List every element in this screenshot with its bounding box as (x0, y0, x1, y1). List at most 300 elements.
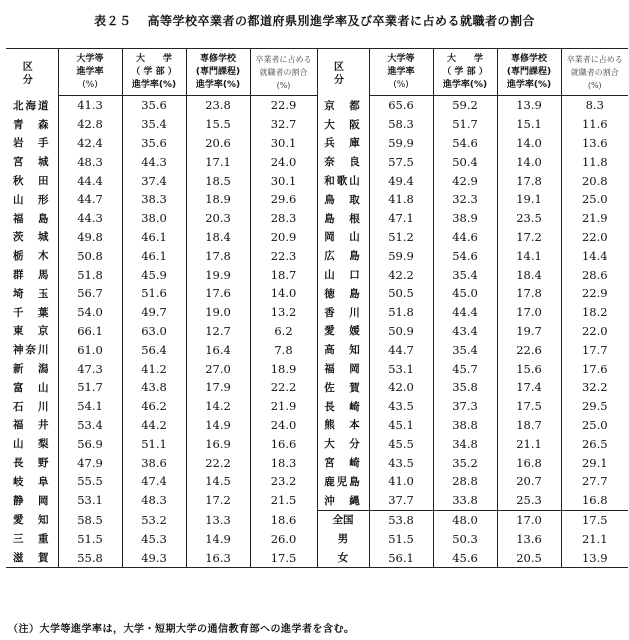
table-row (6, 453, 628, 472)
left-prefecture-name: 秋 田 (6, 171, 58, 190)
left-emp-value: 24.0 (250, 416, 317, 435)
gakubu-header-line1: 大 学 (122, 49, 186, 67)
right-univ-value: 65.6 (369, 96, 433, 115)
right-univ-value: 58.3 (369, 115, 433, 134)
right-univ-value: 45.1 (369, 416, 433, 435)
right-univ-value: 56.1 (369, 548, 433, 567)
left-emp-value: 28.3 (250, 209, 317, 228)
left-univ-value: 44.3 (58, 209, 122, 228)
univ-header-line2-right: 進学率 (369, 66, 433, 79)
left-prefecture-name: 長 野 (6, 453, 58, 472)
right-gakubu-value: 32.3 (433, 190, 497, 209)
right-prefecture-name: 島 根 (317, 209, 369, 228)
right-senshu-value: 17.2 (497, 228, 561, 247)
right-prefecture-name: 大 阪 (317, 115, 369, 134)
right-prefecture-name: 沖 縄 (317, 491, 369, 510)
right-prefecture-name: 宮 崎 (317, 453, 369, 472)
gakubu-header-line2-right: （ 学 部 ） (433, 66, 497, 79)
table-row (6, 190, 628, 209)
right-prefecture-name: 広 島 (317, 246, 369, 265)
right-prefecture-name: 佐 賀 (317, 378, 369, 397)
left-univ-value: 51.7 (58, 378, 122, 397)
left-gakubu-value: 35.6 (122, 96, 186, 115)
left-univ-value: 41.3 (58, 96, 122, 115)
right-univ-value: 59.9 (369, 246, 433, 265)
left-senshu-value: 16.4 (186, 340, 250, 359)
gakubu-header-line3: 進学率(%) (122, 79, 186, 96)
left-emp-value: 16.6 (250, 434, 317, 453)
table-row (6, 322, 628, 341)
senshu-header-line1-right: 専修学校 (497, 49, 561, 67)
left-emp-value: 14.0 (250, 284, 317, 303)
left-univ-value: 56.7 (58, 284, 122, 303)
right-emp-value: 22.0 (581, 229, 608, 244)
right-senshu-value: 20.7 (497, 472, 561, 491)
left-emp-value: 29.6 (250, 190, 317, 209)
left-prefecture-name: 茨 城 (6, 228, 58, 247)
left-emp-value: 21.9 (250, 397, 317, 416)
right-prefecture-name: 男 (317, 529, 369, 548)
left-senshu-value: 16.3 (186, 548, 250, 567)
left-univ-value: 51.8 (58, 265, 122, 284)
right-prefecture-name: 女 (317, 548, 369, 567)
right-prefecture-name: 大 分 (317, 434, 369, 453)
left-emp-value: 21.5 (250, 491, 317, 510)
right-gakubu-value: 35.4 (433, 265, 497, 284)
right-emp-value: 25.0 (581, 192, 608, 207)
right-prefecture-name: 熊 本 (317, 416, 369, 435)
gakubu-header-line2: （ 学 部 ） (122, 66, 186, 79)
left-prefecture-name: 富 山 (6, 378, 58, 397)
right-gakubu-value: 35.2 (433, 453, 497, 472)
right-emp-value: 20.8 (581, 173, 608, 188)
right-gakubu-value: 45.0 (433, 284, 497, 303)
right-univ-value: 50.9 (369, 322, 433, 341)
right-prefecture-name: 和歌山 (317, 171, 369, 190)
left-emp-value: 22.2 (250, 378, 317, 397)
right-gakubu-value: 34.8 (433, 434, 497, 453)
univ-header-line2: 進学率 (58, 66, 122, 79)
left-senshu-value: 17.2 (186, 491, 250, 510)
left-senshu-value: 12.7 (186, 322, 250, 341)
emp-header-line3: (%) (250, 79, 317, 96)
right-univ-value: 50.5 (369, 284, 433, 303)
senshu-header-line2: (専門課程) (186, 66, 250, 79)
emp-header-line1: 卒業者に占める (250, 49, 317, 67)
right-prefecture-name: 香 川 (317, 303, 369, 322)
left-univ-value: 50.8 (58, 246, 122, 265)
left-univ-value: 48.3 (58, 152, 122, 171)
left-univ-value: 44.4 (58, 171, 122, 190)
left-gakubu-value: 44.3 (122, 152, 186, 171)
right-gakubu-value: 50.3 (433, 529, 497, 548)
left-prefecture-name: 千 葉 (6, 303, 58, 322)
left-senshu-value: 18.4 (186, 228, 250, 247)
left-gakubu-value: 49.7 (122, 303, 186, 322)
left-emp-value: 18.9 (250, 359, 317, 378)
right-senshu-value: 19.7 (497, 322, 561, 341)
left-senshu-value: 18.5 (186, 171, 250, 190)
right-univ-value: 41.8 (369, 190, 433, 209)
right-prefecture-name: 愛 媛 (317, 322, 369, 341)
right-gakubu-value: 45.7 (433, 359, 497, 378)
district-header: 区 分 (6, 49, 58, 96)
left-senshu-value: 20.3 (186, 209, 250, 228)
left-senshu-value: 17.1 (186, 152, 250, 171)
left-prefecture-name: 神奈川 (6, 340, 58, 359)
enrollment-rate-table (6, 48, 628, 568)
right-univ-value: 42.2 (369, 265, 433, 284)
left-senshu-value: 19.9 (186, 265, 250, 284)
left-univ-value: 53.4 (58, 416, 122, 435)
right-senshu-value: 22.6 (497, 340, 561, 359)
left-prefecture-name: 埼 玉 (6, 284, 58, 303)
right-emp-value: 8.3 (585, 98, 604, 113)
right-emp-value: 17.6 (581, 361, 608, 376)
right-emp-value: 17.5 (561, 510, 628, 529)
left-emp-value: 22.9 (250, 96, 317, 115)
right-senshu-value: 25.3 (497, 491, 561, 510)
right-univ-value: 59.9 (369, 134, 433, 153)
table-row (6, 510, 628, 529)
table-row (6, 265, 628, 284)
left-prefecture-name: 青 森 (6, 115, 58, 134)
left-senshu-value: 17.9 (186, 378, 250, 397)
left-senshu-value: 14.9 (186, 416, 250, 435)
left-univ-value: 47.9 (58, 453, 122, 472)
right-univ-value: 49.4 (369, 171, 433, 190)
right-emp-value: 18.2 (581, 305, 608, 320)
table-row (6, 548, 628, 567)
left-emp-value: 26.0 (250, 529, 317, 548)
left-senshu-value: 14.5 (186, 472, 250, 491)
right-prefecture-name: 福 岡 (317, 359, 369, 378)
left-emp-value: 18.7 (250, 265, 317, 284)
right-univ-value: 44.7 (369, 340, 433, 359)
right-emp-value: 13.6 (581, 135, 608, 150)
district-header-right: 区 分 (317, 49, 369, 96)
right-senshu-value: 17.0 (497, 510, 561, 529)
emp-header-line2: 就職者の割合 (250, 66, 317, 79)
right-gakubu-value: 33.8 (433, 491, 497, 510)
right-gakubu-value: 54.6 (433, 246, 497, 265)
right-gakubu-value: 51.7 (433, 115, 497, 134)
left-emp-value: 30.1 (250, 171, 317, 190)
left-univ-value: 47.3 (58, 359, 122, 378)
right-senshu-value: 14.0 (497, 152, 561, 171)
left-gakubu-value: 48.3 (122, 491, 186, 510)
right-univ-value: 37.7 (369, 491, 433, 510)
right-emp-value: 22.0 (581, 323, 608, 338)
table-row (6, 397, 628, 416)
table-row (6, 491, 628, 510)
left-gakubu-value: 53.2 (122, 510, 186, 529)
right-univ-value: 41.0 (369, 472, 433, 491)
left-univ-value: 49.8 (58, 228, 122, 247)
univ-header-line3-right: (%) (369, 79, 433, 96)
left-univ-value: 56.9 (58, 434, 122, 453)
right-emp-value: 17.7 (581, 342, 608, 357)
left-prefecture-name: 愛 知 (6, 510, 58, 529)
table-row (6, 246, 628, 265)
left-gakubu-value: 46.2 (122, 397, 186, 416)
left-gakubu-value: 47.4 (122, 472, 186, 491)
right-prefecture-name: 兵 庫 (317, 134, 369, 153)
left-univ-value: 53.1 (58, 491, 122, 510)
left-prefecture-name: 滋 賀 (6, 548, 58, 567)
right-gakubu-value: 35.8 (433, 378, 497, 397)
table-row (6, 284, 628, 303)
left-gakubu-value: 56.4 (122, 340, 186, 359)
emp-header-line3-right: (%) (561, 79, 628, 96)
left-prefecture-name: 福 島 (6, 209, 58, 228)
left-senshu-value: 23.8 (186, 96, 250, 115)
right-senshu-value: 17.5 (497, 397, 561, 416)
right-prefecture-name: 高 知 (317, 340, 369, 359)
left-gakubu-value: 45.9 (122, 265, 186, 284)
right-emp-value: 29.1 (581, 455, 608, 470)
right-senshu-value: 16.8 (497, 453, 561, 472)
left-gakubu-value: 35.6 (122, 134, 186, 153)
left-prefecture-name: 福 井 (6, 416, 58, 435)
senshu-header-line3-right: 進学率(%) (497, 79, 561, 96)
left-gakubu-value: 51.1 (122, 434, 186, 453)
right-emp-value: 28.6 (581, 267, 608, 282)
right-senshu-value: 13.6 (497, 529, 561, 548)
right-gakubu-value: 38.9 (433, 209, 497, 228)
left-univ-value: 61.0 (58, 340, 122, 359)
table-row (6, 359, 628, 378)
table-row (6, 378, 628, 397)
table-row (6, 434, 628, 453)
right-gakubu-value: 45.6 (433, 548, 497, 567)
right-univ-value: 53.1 (369, 359, 433, 378)
table-row (6, 303, 628, 322)
right-gakubu-value: 38.8 (433, 416, 497, 435)
right-senshu-value: 17.4 (497, 378, 561, 397)
left-senshu-value: 18.9 (186, 190, 250, 209)
left-prefecture-name: 山 梨 (6, 434, 58, 453)
gakubu-header-line1-right: 大 学 (433, 49, 497, 67)
left-emp-value: 18.6 (250, 510, 317, 529)
left-univ-value: 54.0 (58, 303, 122, 322)
right-prefecture-name: 長 崎 (317, 397, 369, 416)
left-prefecture-name: 静 岡 (6, 491, 58, 510)
right-univ-value: 45.5 (369, 434, 433, 453)
table-row (6, 134, 628, 153)
right-senshu-value: 18.7 (497, 416, 561, 435)
right-emp-value: 27.7 (581, 474, 608, 489)
right-univ-value: 42.0 (369, 378, 433, 397)
left-univ-value: 54.1 (58, 397, 122, 416)
right-senshu-value: 17.8 (497, 284, 561, 303)
left-emp-value: 13.2 (250, 303, 317, 322)
left-univ-value: 55.5 (58, 472, 122, 491)
table-body (6, 96, 628, 568)
senshu-header-line2-right: (専門課程) (497, 66, 561, 79)
right-senshu-value: 14.1 (497, 246, 561, 265)
left-emp-value: 22.3 (250, 246, 317, 265)
right-senshu-value: 13.9 (497, 96, 561, 115)
right-univ-value: 51.2 (369, 228, 433, 247)
right-gakubu-value: 44.6 (433, 228, 497, 247)
right-gakubu-value: 28.8 (433, 472, 497, 491)
left-senshu-value: 19.0 (186, 303, 250, 322)
right-gakubu-value: 37.3 (433, 397, 497, 416)
left-senshu-value: 20.6 (186, 134, 250, 153)
right-univ-value: 57.5 (369, 152, 433, 171)
left-prefecture-name: 宮 城 (6, 152, 58, 171)
left-univ-value: 42.8 (58, 115, 122, 134)
table-row (6, 416, 628, 435)
right-gakubu-value: 48.0 (433, 510, 497, 529)
left-univ-value: 51.5 (58, 529, 122, 548)
left-gakubu-value: 45.3 (122, 529, 186, 548)
table-title (0, 12, 629, 29)
left-prefecture-name: 北海道 (6, 96, 58, 115)
right-senshu-value: 20.5 (497, 548, 561, 567)
table-row (6, 209, 628, 228)
gakubu-header-line3-right: 進学率(%) (433, 79, 497, 96)
left-gakubu-value: 38.6 (122, 453, 186, 472)
right-emp-value: 21.1 (581, 531, 608, 546)
right-gakubu-value: 44.4 (433, 303, 497, 322)
left-senshu-value: 14.9 (186, 529, 250, 548)
senshu-header-line3: 進学率(%) (186, 79, 250, 96)
right-emp-value: 32.2 (581, 380, 608, 395)
right-univ-value: 51.8 (369, 303, 433, 322)
right-senshu-value: 17.8 (497, 171, 561, 190)
left-prefecture-name: 群 馬 (6, 265, 58, 284)
right-gakubu-value: 54.6 (433, 134, 497, 153)
table-title-text: 高等学校卒業者の都道府県別進学率及び卒業者に占める就職者の割合 (147, 14, 536, 28)
senshu-header-line1: 専修学校 (186, 49, 250, 67)
right-univ-value: 53.8 (369, 510, 433, 529)
left-senshu-value: 17.6 (186, 284, 250, 303)
left-prefecture-name: 栃 木 (6, 246, 58, 265)
left-gakubu-value: 35.4 (122, 115, 186, 134)
table-row (6, 96, 628, 115)
right-gakubu-value: 35.4 (433, 340, 497, 359)
left-prefecture-name: 新 潟 (6, 359, 58, 378)
left-univ-value: 42.4 (58, 134, 122, 153)
right-gakubu-value: 42.9 (433, 171, 497, 190)
table-row (6, 472, 628, 491)
left-emp-value: 6.2 (250, 322, 317, 341)
left-emp-value: 23.2 (250, 472, 317, 491)
left-gakubu-value: 46.1 (122, 228, 186, 247)
right-prefecture-name: 京 都 (317, 96, 369, 115)
left-gakubu-value: 38.0 (122, 209, 186, 228)
footnote: （注）大学等進学率は，大学・短期大学の通信教育部への進学者を含む。 (8, 624, 355, 635)
left-emp-value: 32.7 (250, 115, 317, 134)
left-senshu-value: 17.8 (186, 246, 250, 265)
left-emp-value: 30.1 (250, 134, 317, 153)
left-prefecture-name: 岐 阜 (6, 472, 58, 491)
left-univ-value: 55.8 (58, 548, 122, 567)
left-prefecture-name: 三 重 (6, 529, 58, 548)
right-prefecture-name: 鹿児島 (317, 472, 369, 491)
left-senshu-value: 22.2 (186, 453, 250, 472)
left-emp-value: 20.9 (250, 228, 317, 247)
left-univ-value: 66.1 (58, 322, 122, 341)
left-emp-value: 18.3 (250, 453, 317, 472)
right-gakubu-value: 50.4 (433, 152, 497, 171)
left-prefecture-name: 東 京 (6, 322, 58, 341)
left-gakubu-value: 63.0 (122, 322, 186, 341)
right-emp-value: 25.0 (581, 417, 608, 432)
left-gakubu-value: 49.3 (122, 548, 186, 567)
right-emp-value: 13.9 (561, 548, 628, 567)
right-prefecture-name: 鳥 取 (317, 190, 369, 209)
left-senshu-value: 16.9 (186, 434, 250, 453)
table-row (6, 529, 628, 548)
left-gakubu-value: 46.1 (122, 246, 186, 265)
right-emp-value: 11.6 (581, 117, 608, 132)
right-prefecture-name: 岡 山 (317, 228, 369, 247)
right-univ-value: 51.5 (369, 529, 433, 548)
right-prefecture-name: 徳 島 (317, 284, 369, 303)
left-gakubu-value: 43.8 (122, 378, 186, 397)
table-number: 表２５ (93, 14, 132, 28)
left-senshu-value: 14.2 (186, 397, 250, 416)
left-gakubu-value: 37.4 (122, 171, 186, 190)
left-emp-value: 7.8 (250, 340, 317, 359)
right-emp-value: 16.8 (581, 493, 608, 508)
right-univ-value: 43.5 (369, 397, 433, 416)
left-univ-value: 58.5 (58, 510, 122, 529)
right-univ-value: 43.5 (369, 453, 433, 472)
left-gakubu-value: 38.3 (122, 190, 186, 209)
right-univ-value: 47.1 (369, 209, 433, 228)
left-emp-value: 24.0 (250, 152, 317, 171)
right-senshu-value: 23.5 (497, 209, 561, 228)
emp-header-line2-right: 就職者の割合 (570, 68, 619, 77)
left-gakubu-value: 44.2 (122, 416, 186, 435)
left-gakubu-value: 41.2 (122, 359, 186, 378)
right-senshu-value: 18.4 (497, 265, 561, 284)
right-emp-value: 22.9 (581, 286, 608, 301)
left-senshu-value: 13.3 (186, 510, 250, 529)
table-row (6, 228, 628, 247)
right-prefecture-name: 全国 (317, 510, 369, 529)
table-row (6, 115, 628, 134)
right-senshu-value: 15.1 (497, 115, 561, 134)
emp-header-line1-right: 卒業者に占める (561, 49, 628, 67)
right-emp-value: 14.4 (581, 248, 608, 263)
table-row (6, 171, 628, 190)
right-senshu-value: 21.1 (497, 434, 561, 453)
left-prefecture-name: 山 形 (6, 190, 58, 209)
table-header (6, 49, 628, 96)
left-senshu-value: 15.5 (186, 115, 250, 134)
right-emp-value: 29.5 (581, 399, 608, 414)
right-senshu-value: 15.6 (497, 359, 561, 378)
right-emp-value: 21.9 (581, 211, 608, 226)
right-prefecture-name: 奈 良 (317, 152, 369, 171)
table-row (6, 152, 628, 171)
right-gakubu-value: 59.2 (433, 96, 497, 115)
left-gakubu-value: 51.6 (122, 284, 186, 303)
left-emp-value: 17.5 (250, 548, 317, 567)
table-row (6, 340, 628, 359)
left-senshu-value: 27.0 (186, 359, 250, 378)
right-emp-value: 26.5 (581, 436, 608, 451)
right-prefecture-name: 山 口 (317, 265, 369, 284)
left-prefecture-name: 石 川 (6, 397, 58, 416)
right-senshu-value: 14.0 (497, 134, 561, 153)
right-emp-value: 11.8 (581, 154, 608, 169)
